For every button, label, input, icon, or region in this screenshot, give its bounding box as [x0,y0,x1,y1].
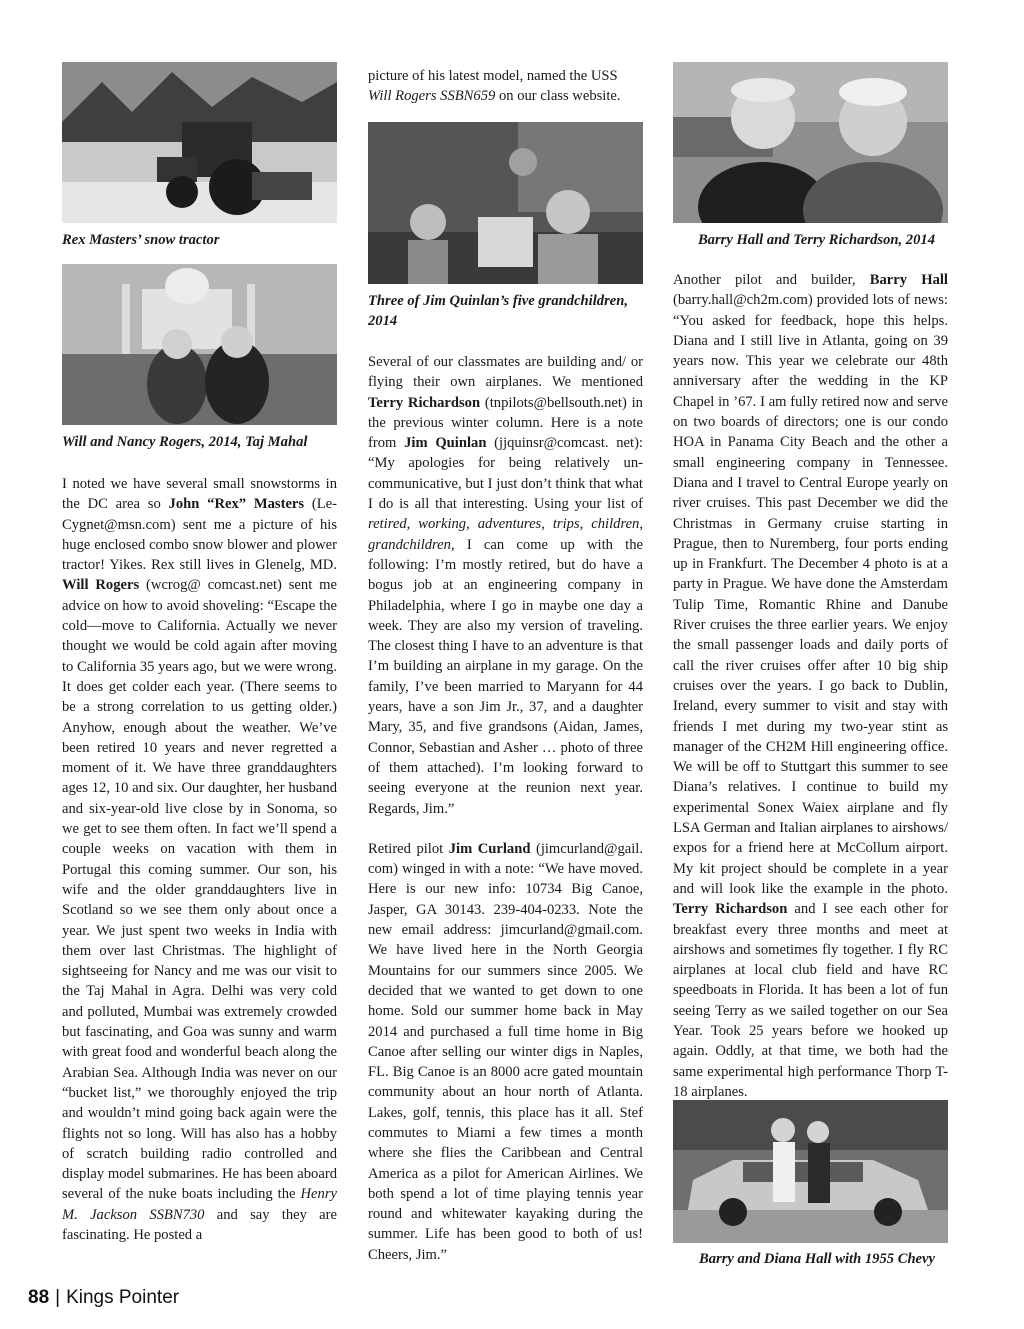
text-run: Retired pilot [368,840,449,857]
italic-text: retired, working, adventures, trips, children, grandchildren, [368,516,643,553]
text-run: (barry.hall@ch2m.com) provided lots of news: “You asked for feedback, hope this helps. Diana and I still live in Atlanta, going on 39 years now. This year we celebrate our 48th anniversary after the wedding in the KP Chapel in ’67. I am fully retired now and serve on two boards of directors; one is our condo HOA in Panama City Beach and the other a small engineering company in Tennessee. Diana and I travel to Central Europe yearly on river cruises. This past December we did the Christmas in Germany cruise starting in Prague, then to Nuremberg, four ports ending up in Frankfurt. The December 4 photo is at a party in Prague. We have done the Amsterdam Tulip Time, Romantic Rhine and Danube River cruises the three earlier years. We enjoy the small passenger loads and daily ports of call the river cruises offer after 10 big ship cruises over the years. I go back to Dublin, Ireland, every summer to visit and stay with friends I met during my two-year stint as manager of the CH2M Hill engineering office. We will be off to Stuttgart this summer to see Diana’s relatives. I continue to build my experimental Sonex Waiex airplane and fly LSA German and Italian airplanes to airshows/ expos for a friend here at McCollum airport. My kit project should be complete in a year and will look like the example in the photo. [673,292,948,897]
paragraph-rogers [62,474,337,1245]
column-2 [368,66,643,107]
page-footer [28,1287,179,1309]
bold-name: Will Rogers [62,577,140,594]
text-run: Several of our classmates are building and/ or flying their own airplanes. We mentioned [368,354,643,391]
column-3 [673,270,948,1102]
footer-separator: | [55,1287,61,1308]
paragraph-hall [673,270,948,1102]
caption-hall-richardson: Barry Hall and Terry Richardson, 2014 [697,232,935,248]
column-1 [62,474,337,1245]
text-run: (tnpilots@bellsouth.net) in the previous winter column. Here is a note from [368,394,643,452]
text-run: and say they are fascinating. He posted a [62,1206,337,1243]
text-run: Another pilot and builder, [673,272,870,288]
caption-rogers-taj-mahal: Will and Nancy Rogers, 2014, Taj Mahal [62,434,308,450]
bold-name: Terry Richardson [368,394,481,411]
paragraph-model-submarine [368,66,643,107]
caption-snow-tractor: Rex Masters’ snow tractor [62,232,220,248]
bold-name: Jim Quinlan [404,435,487,452]
text-run: and I see each other for breakfast every three months and meet at airshows and sometimes fly together. I fly RC airplanes at local club field and have RC speedboats in Florida. It has been a lot of fun seeing Terry as we sailed together on our Sea Year. Took 25 years before we hooked up again. Oddly, at that time, we both had the same experimental high performance Thorp T-18 airplanes. [673,901,948,1100]
text-run: (jimcurland@gail. com) winged in with a note: “We have moved. Here is our new info: 10734 Big Canoe, Jasper, GA 30143. 239-404-0233. Note the new email address: jimcurland@gmail.com. We have lived here in the North Georgia Mountains for our summers since 2005. We decided that we wanted to get down to one home. Sold our summer home back in May 2014 and purchased a full time home in Big Canoe after selling our winter digs in Naples, FL. Big Canoe is an 8000 acre gated mountain community about an hour north of Atlanta. Lakes, golf, tennis, this place has it all. Stef commutes to Miami a few times a month where she flies the Caribbean and Central America as a pilot for American Airlines. We both spend a lot of time playing tennis year round and whitewater kayaking during the summer. Life has been good to both of us! Cheers, Jim.” [368,840,644,1263]
caption-quinlan-grandchildren: Three of Jim Quinlan’s five grandchildren, 2014 [368,293,628,329]
text-run: on our class website. [495,88,621,105]
photo-snow-tractor [62,62,337,223]
photo-quinlan-grandchildren [368,122,643,284]
italic-text: Will Rogers SSBN659 [368,88,496,105]
text-run: (jjquinsr@comcast. net): “My apologies for being relatively un-communicative, but I just don’t think that what I do is all that interesting. Using your list of [368,435,643,513]
caption-hall-1955-chevy: Barry and Diana Hall with 1955 Chevy [699,1251,935,1267]
publication-name: Kings Pointer [66,1287,180,1308]
text-run: (wcrog@ comcast.net) sent me advice on how to avoid shoveling: “Escape the cold—move to California. Actually we never thought we would be cold again after moving to California 35 years ago, but we were wrong. It does get colder each year. (There seems to be a strong correlation to us getting older.) Anyhow, enough about the weather. We’ve been retired 10 years and never regretted a moment of it. We have three granddaughters ages 12, 10 and six. Our daughter, her husband and six-year-old live close by in Sonoma, so we get to see them often. In fact we’ll spend a couple weeks on vacation with them in Portugal this coming summer. Our son, his wife and the older granddaughters live in Scotland so we see them only about once a year. We just spent two weeks in India with them over last Christmas. The highlight of sightseeing for Nancy and me was our visit to the Taj Mahal in Agra. Delhi was very cold and polluted, Mumbai was extremely crowded but fascinating, and Goa was sunny and warm with great food and wonderful beach along the Arabian Sea. Although India was never on our “bucket list,” we thoroughly enjoyed the trip and wouldn’t mind going back again were the flights not so long. Will has also has a hobby of scratch building radio controlled and display model submarines. He has been aboard several of the nuke boats including the [62,577,337,1203]
photo-hall-1955-chevy [673,1100,948,1243]
photo-rogers-taj-mahal [62,264,337,425]
bold-name: Barry Hall [869,272,948,288]
paragraph-quinlan [368,352,643,819]
paragraph-curland [368,839,643,1265]
column-2-body [368,352,643,1265]
photo-hall-richardson [673,62,948,223]
bold-name: Jim Curland [448,840,531,857]
text-run: I noted we have several small snowstorms in the DC area so [62,476,337,513]
bold-name: Terry Richardson [673,901,788,918]
page-number: 88 [28,1287,50,1308]
bold-name: John “Rex” Masters [168,496,305,513]
italic-text: Henry M. Jackson SSBN730 [62,1186,337,1223]
text-run: picture of his latest model, named the USS [368,68,618,84]
text-run: (Le-Cygnet@msn.com) sent me a picture of his huge enclosed combo snow blower and plower tractor! Yikes. Rex still lives in Glenelg, MD. [62,496,337,574]
text-run: I can come up with the following: I’m mostly retired, but do have a bogus job at an engineering company in Philadelphia, where I go in maybe one day a week. They are also my version of traveling. The closest thing I have to an adventure is that I’m building an airplane in my garage. On the family, I’ve been married to Maryann for 44 years, have a son Jim Jr., 37, and a daughter Mary, 35, and five grandsons (Aidan, James, Connor, Sebastian and Asher … photo of three of them attached). I’m looking forward to seeing everyone at the reunion next year. Regards, Jim.” [368,536,643,817]
